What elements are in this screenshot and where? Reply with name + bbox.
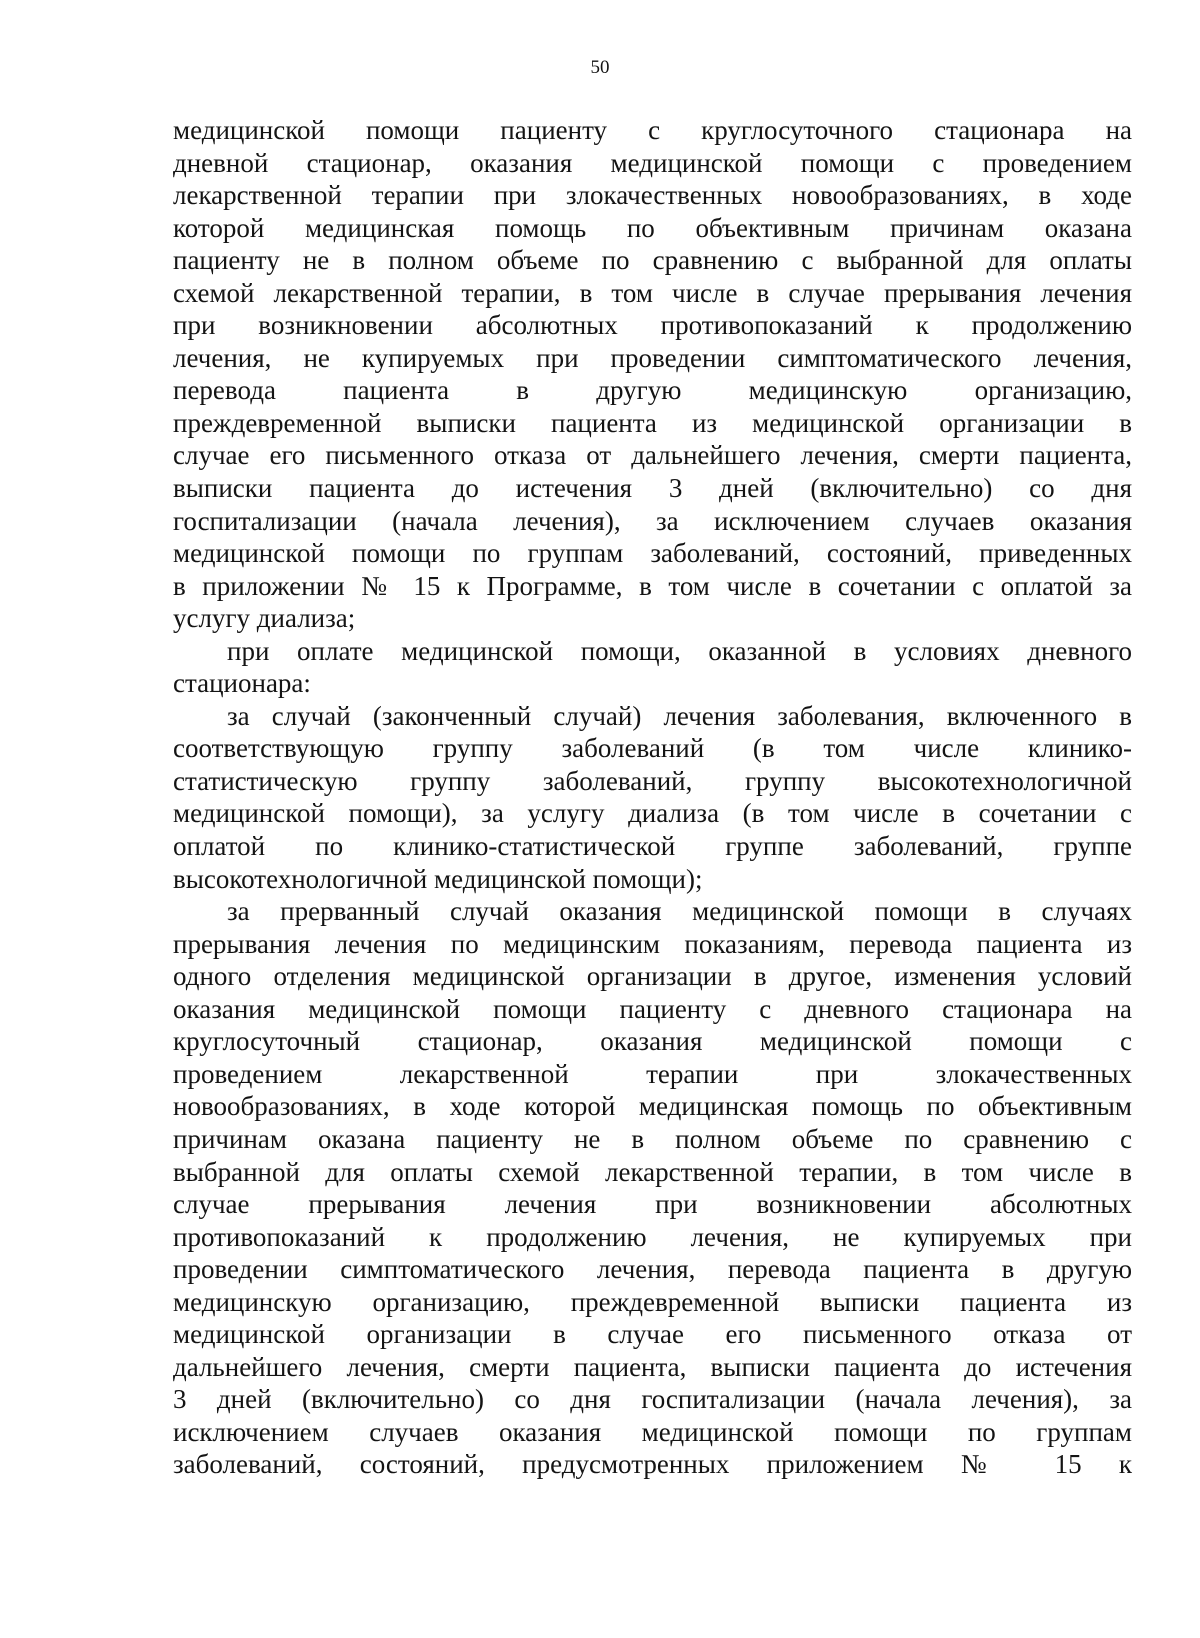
text-line: причинам оказана пациенту не в полном объеме по сравнению с — [173, 1123, 1132, 1154]
text-line: соответствующую группу заболеваний (в том числе клинико- — [173, 733, 1132, 764]
text-line: случае его письменного отказа от дальнейшего лечения, смерти пациента, — [173, 440, 1132, 471]
text-line: лечения, не купируемых при проведении симптоматического лечения, — [173, 342, 1132, 373]
text-line: при возникновении абсолютных противопоказаний к продолжению — [173, 310, 1132, 341]
text-line: 3 дней (включительно) со дня госпитализации (начала лечения), за — [173, 1384, 1132, 1415]
text-line: проведении симптоматического лечения, перевода пациента в другую — [173, 1254, 1132, 1285]
text-line: схемой лекарственной терапии, в том числе в случае прерывания лечения — [173, 277, 1132, 308]
text-line: медицинской помощи по группам заболеваний, состояний, приведенных — [173, 538, 1132, 569]
text-line: высокотехнологичной медицинской помощи); — [173, 863, 703, 894]
text-line: дальнейшего лечения, смерти пациента, выписки пациента до истечения — [173, 1351, 1132, 1382]
text-line: за случай (законченный случай) лечения заболевания, включенного в — [227, 700, 1132, 731]
text-line: преждевременной выписки пациента из медицинской организации в — [173, 407, 1132, 438]
text-line: госпитализации (начала лечения), за исключением случаев оказания — [173, 505, 1132, 536]
text-line: медицинской организации в случае его письменного отказа от — [173, 1319, 1132, 1350]
text-line: пациенту не в полном объеме по сравнению с выбранной для оплаты — [173, 245, 1132, 276]
text-line: случае прерывания лечения при возникновении абсолютных — [173, 1189, 1132, 1220]
text-line: медицинскую организацию, преждевременной выписки пациента из — [173, 1286, 1132, 1317]
text-line: которой медицинская помощь по объективным причинам оказана — [173, 212, 1132, 243]
text-line: противопоказаний к продолжению лечения, не купируемых при — [173, 1221, 1132, 1252]
text-line: проведением лекарственной терапии при злокачественных — [173, 1058, 1132, 1089]
text-line: выписки пациента до истечения 3 дней (включительно) со дня — [173, 473, 1132, 504]
text-line: новообразованиях, в ходе которой медицинская помощь по объективным — [173, 1091, 1132, 1122]
text-line: перевода пациента в другую медицинскую организацию, — [173, 375, 1132, 406]
text-line: лекарственной терапии при злокачественных новообразованиях, в ходе — [173, 180, 1132, 211]
text-line: заболеваний, состояний, предусмотренных приложением № 15 к — [173, 1449, 1132, 1480]
text-line: статистическую группу заболеваний, группу высокотехнологичной — [173, 765, 1132, 796]
text-line: стационара: — [173, 668, 311, 699]
text-line: медицинской помощи пациенту с круглосуточного стационара на — [173, 115, 1132, 145]
text-line: одного отделения медицинской организации в другое, изменения условий — [173, 961, 1132, 992]
text-line: выбранной для оплаты схемой лекарственной терапии, в том числе в — [173, 1156, 1132, 1187]
text-line: при оплате медицинской помощи, оказанной в условиях дневного — [227, 635, 1132, 666]
document-body — [173, 114, 1132, 1481]
text-line: исключением случаев оказания медицинской помощи по группам — [173, 1416, 1132, 1447]
text-line: в приложении № 15 к Программе, в том числе в сочетании с оплатой за — [173, 570, 1132, 601]
text-line: круглосуточный стационар, оказания медицинской помощи с — [173, 1026, 1132, 1057]
text-line: прерывания лечения по медицинским показаниям, перевода пациента из — [173, 928, 1132, 959]
text-line: оказания медицинской помощи пациенту с дневного стационара на — [173, 993, 1132, 1024]
text-line: медицинской помощи), за услугу диализа (в том числе в сочетании с — [173, 798, 1132, 829]
text-line: дневной стационар, оказания медицинской помощи с проведением — [173, 147, 1132, 178]
text-line: услугу диализа; — [173, 603, 356, 634]
text-line: за прерванный случай оказания медицинской помощи в случаях — [227, 896, 1132, 927]
text-line: оплатой по клинико-статистической группе заболеваний, группе — [173, 831, 1132, 862]
page-number: 50 — [590, 57, 610, 78]
